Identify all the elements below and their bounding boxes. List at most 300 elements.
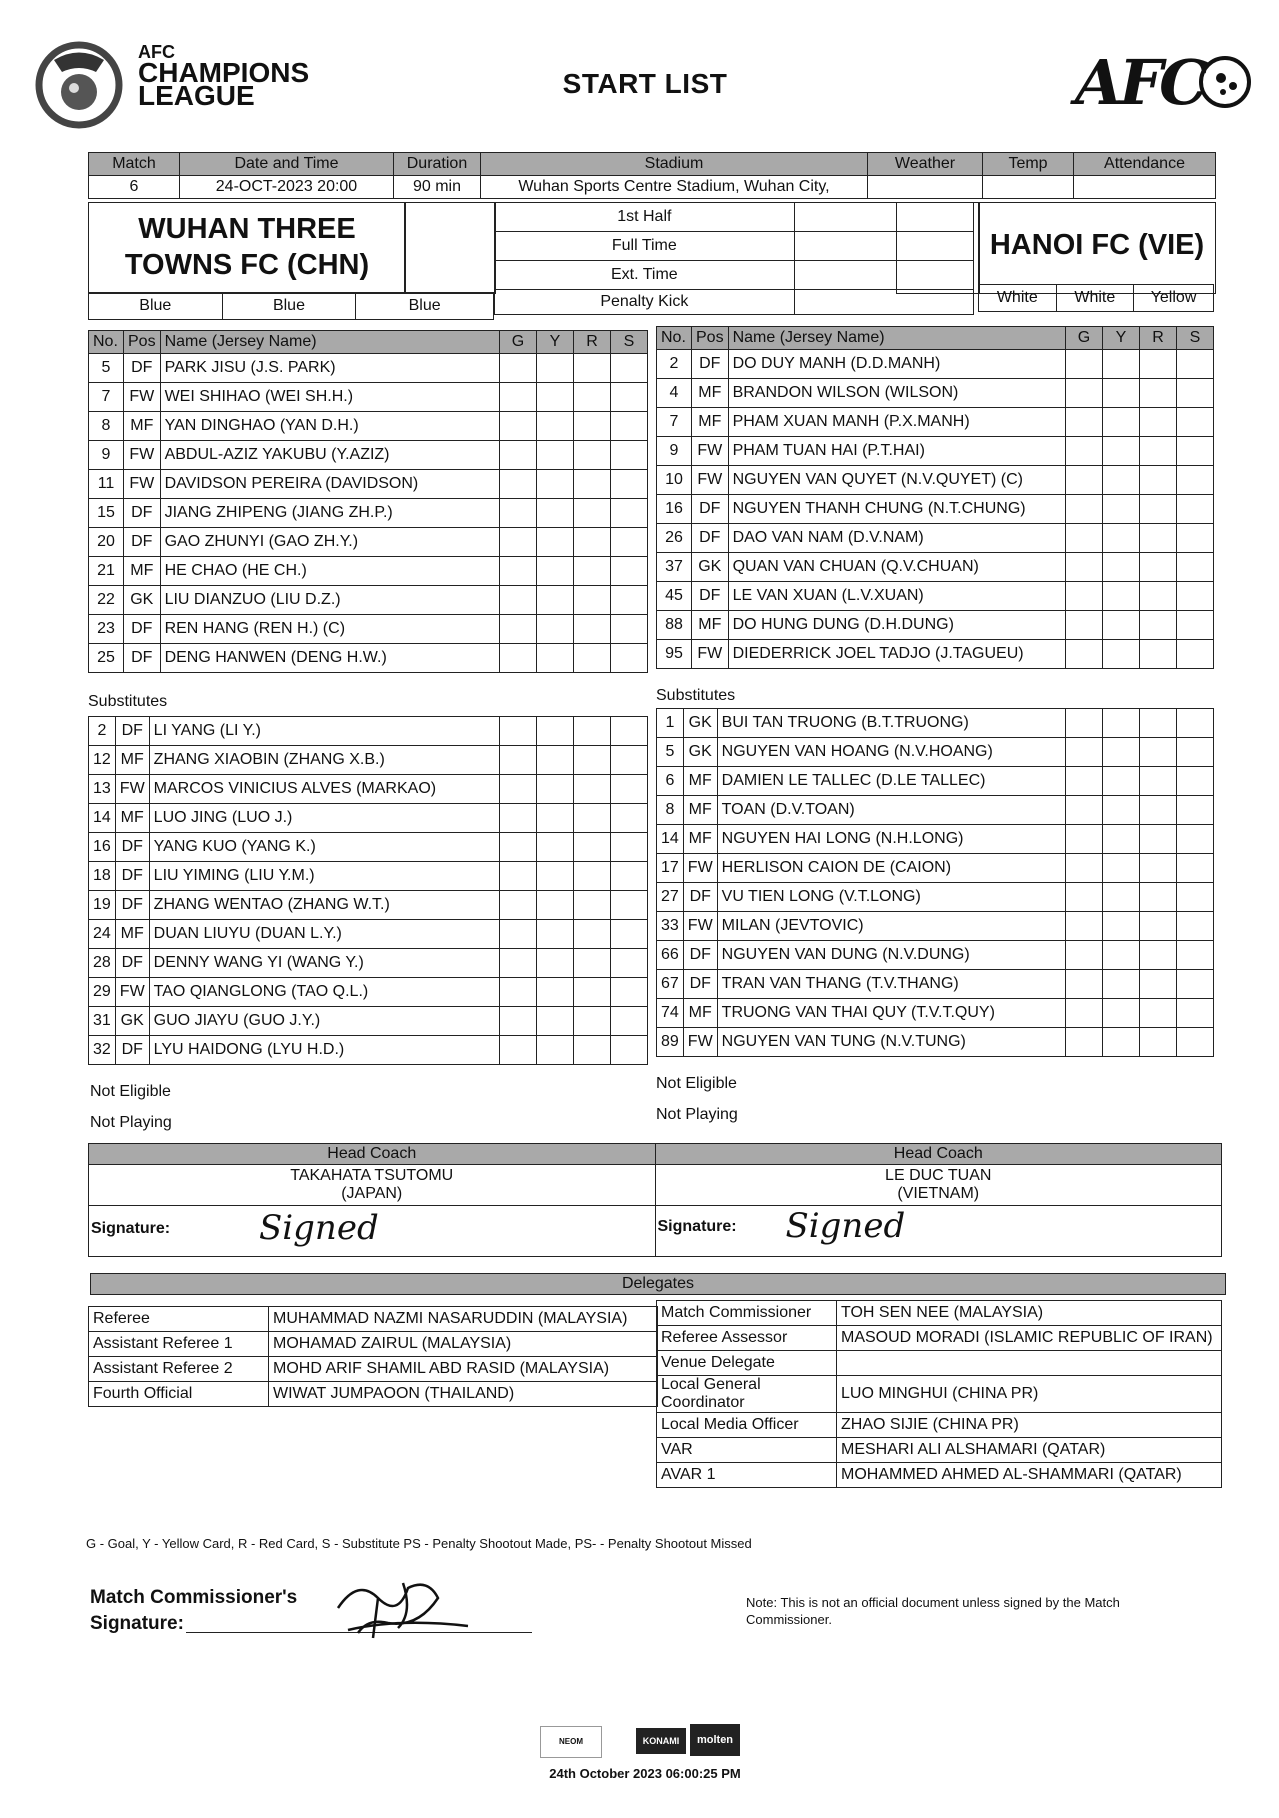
player-name: DUAN LIUYU (DUAN L.Y.) xyxy=(149,920,499,949)
goal-cell xyxy=(500,586,537,615)
official-name: ZHAO SIJIE (CHINA PR) xyxy=(837,1413,1222,1438)
player-name: LE VAN XUAN (L.V.XUAN) xyxy=(728,582,1065,611)
official-name: MOHD ARIF SHAMIL ABD RASID (MALAYSIA) xyxy=(269,1357,658,1382)
official-document-note: Note: This is not an official document unless signed by the Match Commissioner. xyxy=(746,1595,1120,1627)
yellow-card-cell xyxy=(1103,437,1140,466)
red-card-cell xyxy=(1140,854,1177,883)
home-not-eligible-label: Not Eligible xyxy=(90,1083,171,1100)
red-card-cell xyxy=(1140,883,1177,912)
player-row xyxy=(657,796,1214,825)
red-card-cell xyxy=(1140,379,1177,408)
goal-cell xyxy=(500,862,537,891)
substitute-cell xyxy=(1177,466,1214,495)
player-name: NGUYEN VAN HOANG (N.V.HOANG) xyxy=(717,738,1065,767)
goal-cell xyxy=(500,775,537,804)
yellow-card-cell xyxy=(537,499,574,528)
logo-text-afc: AFC xyxy=(138,42,175,62)
player-name: NGUYEN VAN TUNG (N.V.TUNG) xyxy=(717,1028,1065,1057)
player-number: 23 xyxy=(89,615,124,644)
home-coach-signature: Signed xyxy=(259,1208,379,1248)
player-number: 45 xyxy=(657,582,692,611)
player-number: 5 xyxy=(657,738,684,767)
player-row xyxy=(89,775,648,804)
goal-cell xyxy=(500,354,537,383)
player-position: DF xyxy=(115,949,149,978)
temp-label: Temp xyxy=(983,153,1074,176)
yellow-card-cell xyxy=(1103,883,1140,912)
stadium-label: Stadium xyxy=(481,153,868,176)
goal-cell xyxy=(1066,999,1103,1028)
substitute-cell xyxy=(611,804,648,833)
home-not-playing-label: Not Playing xyxy=(90,1114,172,1131)
official-row xyxy=(89,1357,658,1382)
player-name: NGUYEN THANH CHUNG (N.T.CHUNG) xyxy=(728,495,1065,524)
teams-block xyxy=(88,202,1216,322)
player-number: 19 xyxy=(89,891,116,920)
player-row xyxy=(89,833,648,862)
player-name: GAO ZHUNYI (GAO ZH.Y.) xyxy=(160,528,499,557)
player-number: 25 xyxy=(89,644,124,673)
player-number: 14 xyxy=(89,804,116,833)
player-row xyxy=(89,1007,648,1036)
goal-cell xyxy=(500,383,537,412)
player-name: LYU HAIDONG (LYU H.D.) xyxy=(149,1036,499,1065)
red-card-cell xyxy=(574,746,611,775)
red-card-cell xyxy=(1140,640,1177,669)
substitute-cell xyxy=(1177,767,1214,796)
col-pos: Pos xyxy=(124,331,161,354)
red-card-cell xyxy=(574,528,611,557)
substitute-cell xyxy=(611,949,648,978)
substitute-cell xyxy=(1177,350,1214,379)
player-position: FW xyxy=(115,775,149,804)
player-name: YAN DINGHAO (YAN D.H.) xyxy=(160,412,499,441)
commissioner-signature-label-2: Signature: xyxy=(90,1613,184,1634)
player-row xyxy=(89,1036,648,1065)
player-position: DF xyxy=(115,1036,149,1065)
player-number: 88 xyxy=(657,611,692,640)
player-position: MF xyxy=(683,999,717,1028)
player-number: 95 xyxy=(657,640,692,669)
official-name: TOH SEN NEE (MALAYSIA) xyxy=(837,1301,1222,1326)
yellow-card-cell xyxy=(1103,408,1140,437)
player-name: LIU YIMING (LIU Y.M.) xyxy=(149,862,499,891)
player-position: DF xyxy=(124,528,161,557)
player-position: FW xyxy=(115,978,149,1007)
player-position: FW xyxy=(124,441,161,470)
player-row xyxy=(89,615,648,644)
goal-cell xyxy=(1066,437,1103,466)
player-number: 22 xyxy=(89,586,124,615)
goal-cell xyxy=(500,746,537,775)
home-kit-table xyxy=(88,292,494,320)
player-row xyxy=(89,383,648,412)
player-row xyxy=(657,970,1214,999)
col-name: Name (Jersey Name) xyxy=(728,327,1065,350)
player-row xyxy=(89,412,648,441)
yellow-card-cell xyxy=(1103,611,1140,640)
player-name: JIANG ZHIPENG (JIANG ZH.P.) xyxy=(160,499,499,528)
away-substitutes-label: Substitutes xyxy=(656,687,736,704)
player-name: DAMIEN LE TALLEC (D.LE TALLEC) xyxy=(717,767,1065,796)
player-position: DF xyxy=(692,495,729,524)
yellow-card-cell xyxy=(537,746,574,775)
player-name: TOAN (D.V.TOAN) xyxy=(717,796,1065,825)
player-number: 26 xyxy=(657,524,692,553)
away-starters-table xyxy=(656,326,1214,669)
player-position: DF xyxy=(115,833,149,862)
yellow-card-cell xyxy=(537,441,574,470)
player-row xyxy=(657,999,1214,1028)
col-name: Name (Jersey Name) xyxy=(160,331,499,354)
score-row-label: 1st Half xyxy=(495,203,795,232)
goal-cell xyxy=(500,833,537,862)
player-number: 37 xyxy=(657,553,692,582)
player-number: 5 xyxy=(89,354,124,383)
yellow-card-cell xyxy=(537,833,574,862)
substitute-cell xyxy=(1177,437,1214,466)
yellow-card-cell xyxy=(1103,640,1140,669)
goal-cell xyxy=(500,557,537,586)
goal-cell xyxy=(1066,611,1103,640)
player-position: DF xyxy=(692,582,729,611)
player-row xyxy=(89,499,648,528)
player-name: VU TIEN LONG (V.T.LONG) xyxy=(717,883,1065,912)
player-name: DENG HANWEN (DENG H.W.) xyxy=(160,644,499,673)
match-info-table xyxy=(88,152,1216,199)
player-row xyxy=(657,640,1214,669)
yellow-card-cell xyxy=(1103,999,1140,1028)
official-row xyxy=(657,1301,1222,1326)
player-number: 9 xyxy=(89,441,124,470)
official-name: MOHAMAD ZAIRUL (MALAYSIA) xyxy=(269,1332,658,1357)
player-row xyxy=(657,709,1214,738)
player-row xyxy=(89,949,648,978)
player-name: BUI TAN TRUONG (B.T.TRUONG) xyxy=(717,709,1065,738)
player-number: 29 xyxy=(89,978,116,1007)
substitute-cell xyxy=(611,833,648,862)
away-team-box xyxy=(978,202,1216,294)
player-number: 20 xyxy=(89,528,124,557)
yellow-card-cell xyxy=(1103,941,1140,970)
logo-text-league: LEAGUE xyxy=(138,80,255,111)
date-time-label: Date and Time xyxy=(180,153,394,176)
score-row-label: Penalty Kick xyxy=(495,290,795,315)
player-row xyxy=(89,470,648,499)
away-subs-table xyxy=(656,708,1214,1057)
red-card-cell xyxy=(1140,611,1177,640)
home-kit-color: Blue xyxy=(222,293,356,320)
away-coach-signature: Signed xyxy=(785,1206,906,1246)
red-card-cell xyxy=(574,862,611,891)
player-name: HE CHAO (HE CH.) xyxy=(160,557,499,586)
player-row xyxy=(89,804,648,833)
player-name: DAVIDSON PEREIRA (DAVIDSON) xyxy=(160,470,499,499)
substitute-cell xyxy=(611,557,648,586)
player-position: DF xyxy=(115,717,149,746)
substitute-cell xyxy=(1177,883,1214,912)
weather-value xyxy=(868,176,983,199)
yellow-card-cell xyxy=(1103,825,1140,854)
official-row xyxy=(89,1382,658,1407)
yellow-card-cell xyxy=(1103,553,1140,582)
player-position: DF xyxy=(124,644,161,673)
player-name: WEI SHIHAO (WEI SH.H.) xyxy=(160,383,499,412)
page-title: START LIST xyxy=(562,68,728,99)
col-s: S xyxy=(1177,327,1214,350)
player-position: DF xyxy=(683,941,717,970)
substitute-cell xyxy=(611,499,648,528)
match-number: 6 xyxy=(89,176,180,199)
afc-logo-text: AFC xyxy=(1075,46,1205,119)
yellow-card-cell xyxy=(537,412,574,441)
home-kit-color: Blue xyxy=(356,293,494,320)
player-position: GK xyxy=(115,1007,149,1036)
player-number: 16 xyxy=(89,833,116,862)
player-row xyxy=(657,408,1214,437)
official-role: Local General Coordinator xyxy=(657,1376,837,1413)
home-score-box xyxy=(404,202,496,294)
player-number: 8 xyxy=(657,796,684,825)
player-name: DO HUNG DUNG (D.H.DUNG) xyxy=(728,611,1065,640)
goal-cell xyxy=(1066,553,1103,582)
official-name: WIWAT JUMPAOON (THAILAND) xyxy=(269,1382,658,1407)
temp-value xyxy=(983,176,1074,199)
official-role: Fourth Official xyxy=(89,1382,269,1407)
player-name: NGUYEN VAN DUNG (N.V.DUNG) xyxy=(717,941,1065,970)
goal-cell xyxy=(500,978,537,1007)
player-position: FW xyxy=(683,1028,717,1057)
substitute-cell xyxy=(611,470,648,499)
home-substitutes-label: Substitutes xyxy=(88,693,168,710)
home-subs-table xyxy=(88,716,648,1065)
red-card-cell xyxy=(574,1036,611,1065)
player-number: 24 xyxy=(89,920,116,949)
player-row xyxy=(89,862,648,891)
attendance-value xyxy=(1074,176,1216,199)
player-number: 7 xyxy=(657,408,692,437)
substitute-cell xyxy=(1177,408,1214,437)
official-role: Assistant Referee 2 xyxy=(89,1357,269,1382)
official-role: VAR xyxy=(657,1438,837,1463)
commissioner-signature-label: Match Commissioner's xyxy=(90,1587,298,1608)
red-card-cell xyxy=(574,412,611,441)
col-no: No. xyxy=(657,327,692,350)
player-number: 1 xyxy=(657,709,684,738)
red-card-cell xyxy=(1140,553,1177,582)
player-position: MF xyxy=(115,920,149,949)
player-row xyxy=(89,978,648,1007)
substitute-cell xyxy=(611,412,648,441)
goal-cell xyxy=(500,891,537,920)
player-row xyxy=(89,891,648,920)
player-position: GK xyxy=(692,553,729,582)
substitute-cell xyxy=(611,1036,648,1065)
away-kit-color: Yellow xyxy=(1134,285,1214,312)
player-row xyxy=(657,379,1214,408)
player-position: MF xyxy=(124,557,161,586)
home-coach-country: (JAPAN) xyxy=(341,1185,403,1202)
home-starters-table xyxy=(88,330,648,673)
red-card-cell xyxy=(1140,912,1177,941)
player-row xyxy=(657,738,1214,767)
player-position: MF xyxy=(683,796,717,825)
goal-cell xyxy=(1066,709,1103,738)
stadium-name: Wuhan Sports Centre Stadium, Wuhan City, xyxy=(481,176,868,199)
red-card-cell xyxy=(1140,1028,1177,1057)
red-card-cell xyxy=(1140,466,1177,495)
yellow-card-cell xyxy=(537,920,574,949)
player-name: PARK JISU (J.S. PARK) xyxy=(160,354,499,383)
sponsor-logos xyxy=(540,1718,750,1766)
substitute-cell xyxy=(1177,1028,1214,1057)
player-position: DF xyxy=(115,862,149,891)
match-duration: 90 min xyxy=(394,176,481,199)
yellow-card-cell xyxy=(537,615,574,644)
player-position: DF xyxy=(683,970,717,999)
player-number: 11 xyxy=(89,470,124,499)
player-row xyxy=(657,350,1214,379)
official-role: Assistant Referee 1 xyxy=(89,1332,269,1357)
red-card-cell xyxy=(574,499,611,528)
substitute-cell xyxy=(611,615,648,644)
official-row xyxy=(657,1438,1222,1463)
player-number: 17 xyxy=(657,854,684,883)
player-name: REN HANG (REN H.) (C) xyxy=(160,615,499,644)
yellow-card-cell xyxy=(1103,350,1140,379)
player-name: GUO JIAYU (GUO J.Y.) xyxy=(149,1007,499,1036)
player-row xyxy=(657,553,1214,582)
home-team-name-line1: WUHAN THREE xyxy=(138,213,356,245)
player-name: PHAM TUAN HAI (P.T.HAI) xyxy=(728,437,1065,466)
goal-cell xyxy=(1066,582,1103,611)
goal-cell xyxy=(1066,970,1103,999)
official-name xyxy=(837,1351,1222,1376)
substitute-cell xyxy=(1177,611,1214,640)
yellow-card-cell xyxy=(537,528,574,557)
substitute-cell xyxy=(1177,912,1214,941)
yellow-card-cell xyxy=(1103,466,1140,495)
yellow-card-cell xyxy=(1103,582,1140,611)
player-name: TRAN VAN THANG (T.V.THANG) xyxy=(717,970,1065,999)
player-position: DF xyxy=(124,615,161,644)
col-y: Y xyxy=(1103,327,1140,350)
away-head-coach-label: Head Coach xyxy=(655,1144,1222,1165)
player-position: MF xyxy=(692,379,729,408)
yellow-card-cell xyxy=(537,383,574,412)
player-number: 15 xyxy=(89,499,124,528)
goal-cell xyxy=(1066,854,1103,883)
col-g: G xyxy=(500,331,537,354)
goal-cell xyxy=(1066,524,1103,553)
afc-champions-league-logo xyxy=(34,40,334,130)
substitute-cell xyxy=(611,717,648,746)
substitute-cell xyxy=(1177,941,1214,970)
match-date-time: 24-OCT-2023 20:00 xyxy=(180,176,394,199)
player-row xyxy=(89,557,648,586)
player-number: 32 xyxy=(89,1036,116,1065)
player-name: ZHANG XIAOBIN (ZHANG X.B.) xyxy=(149,746,499,775)
red-card-cell xyxy=(1140,495,1177,524)
player-row xyxy=(89,441,648,470)
player-position: GK xyxy=(683,738,717,767)
away-not-eligible-label: Not Eligible xyxy=(656,1075,737,1092)
red-card-cell xyxy=(1140,999,1177,1028)
substitute-cell xyxy=(1177,796,1214,825)
red-card-cell xyxy=(574,383,611,412)
player-name: DIEDERRICK JOEL TADJO (J.TAGUEU) xyxy=(728,640,1065,669)
substitute-cell xyxy=(1177,495,1214,524)
red-card-cell xyxy=(1140,825,1177,854)
official-row xyxy=(657,1413,1222,1438)
goal-cell xyxy=(500,615,537,644)
konami-logo: KONAMI xyxy=(636,1728,686,1754)
red-card-cell xyxy=(574,891,611,920)
yellow-card-cell xyxy=(1103,912,1140,941)
substitute-cell xyxy=(611,978,648,1007)
yellow-card-cell xyxy=(537,891,574,920)
player-name: NGUYEN VAN QUYET (N.V.QUYET) (C) xyxy=(728,466,1065,495)
yellow-card-cell xyxy=(537,470,574,499)
official-name: MESHARI ALI ALSHAMARI (QATAR) xyxy=(837,1438,1222,1463)
goal-cell xyxy=(500,441,537,470)
goal-cell xyxy=(1066,738,1103,767)
substitute-cell xyxy=(1177,553,1214,582)
red-card-cell xyxy=(574,775,611,804)
substitute-cell xyxy=(611,1007,648,1036)
goal-cell xyxy=(500,644,537,673)
player-number: 28 xyxy=(89,949,116,978)
goal-cell xyxy=(1066,466,1103,495)
official-name: MASOUD MORADI (ISLAMIC REPUBLIC OF IRAN) xyxy=(837,1326,1222,1351)
yellow-card-cell xyxy=(1103,854,1140,883)
trophy-icon xyxy=(34,40,124,130)
player-number: 21 xyxy=(89,557,124,586)
home-team-box xyxy=(88,202,406,294)
red-card-cell xyxy=(574,644,611,673)
yellow-card-cell xyxy=(537,1007,574,1036)
goal-cell xyxy=(500,1007,537,1036)
player-name: ZHANG WENTAO (ZHANG W.T.) xyxy=(149,891,499,920)
official-role: AVAR 1 xyxy=(657,1463,837,1488)
player-name: BRANDON WILSON (WILSON) xyxy=(728,379,1065,408)
substitute-cell xyxy=(1177,379,1214,408)
yellow-card-cell xyxy=(537,862,574,891)
yellow-card-cell xyxy=(1103,495,1140,524)
match-label: Match xyxy=(89,153,180,176)
player-row xyxy=(657,767,1214,796)
yellow-card-cell xyxy=(537,557,574,586)
goal-cell xyxy=(500,470,537,499)
player-position: FW xyxy=(683,912,717,941)
player-row xyxy=(89,586,648,615)
red-card-cell xyxy=(574,833,611,862)
officials-right-table xyxy=(656,1300,1222,1488)
player-row xyxy=(89,717,648,746)
yellow-card-cell xyxy=(1103,1028,1140,1057)
home-team-name-line2: TOWNS FC (CHN) xyxy=(124,249,370,281)
official-row xyxy=(89,1332,658,1357)
player-position: MF xyxy=(683,767,717,796)
attendance-label: Attendance xyxy=(1074,153,1216,176)
goal-cell xyxy=(1066,379,1103,408)
player-number: 33 xyxy=(657,912,684,941)
col-s: S xyxy=(611,331,648,354)
yellow-card-cell xyxy=(537,1036,574,1065)
player-name: PHAM XUAN MANH (P.X.MANH) xyxy=(728,408,1065,437)
delegates-header: Delegates xyxy=(90,1273,1226,1295)
head-coach-table xyxy=(88,1143,1222,1257)
